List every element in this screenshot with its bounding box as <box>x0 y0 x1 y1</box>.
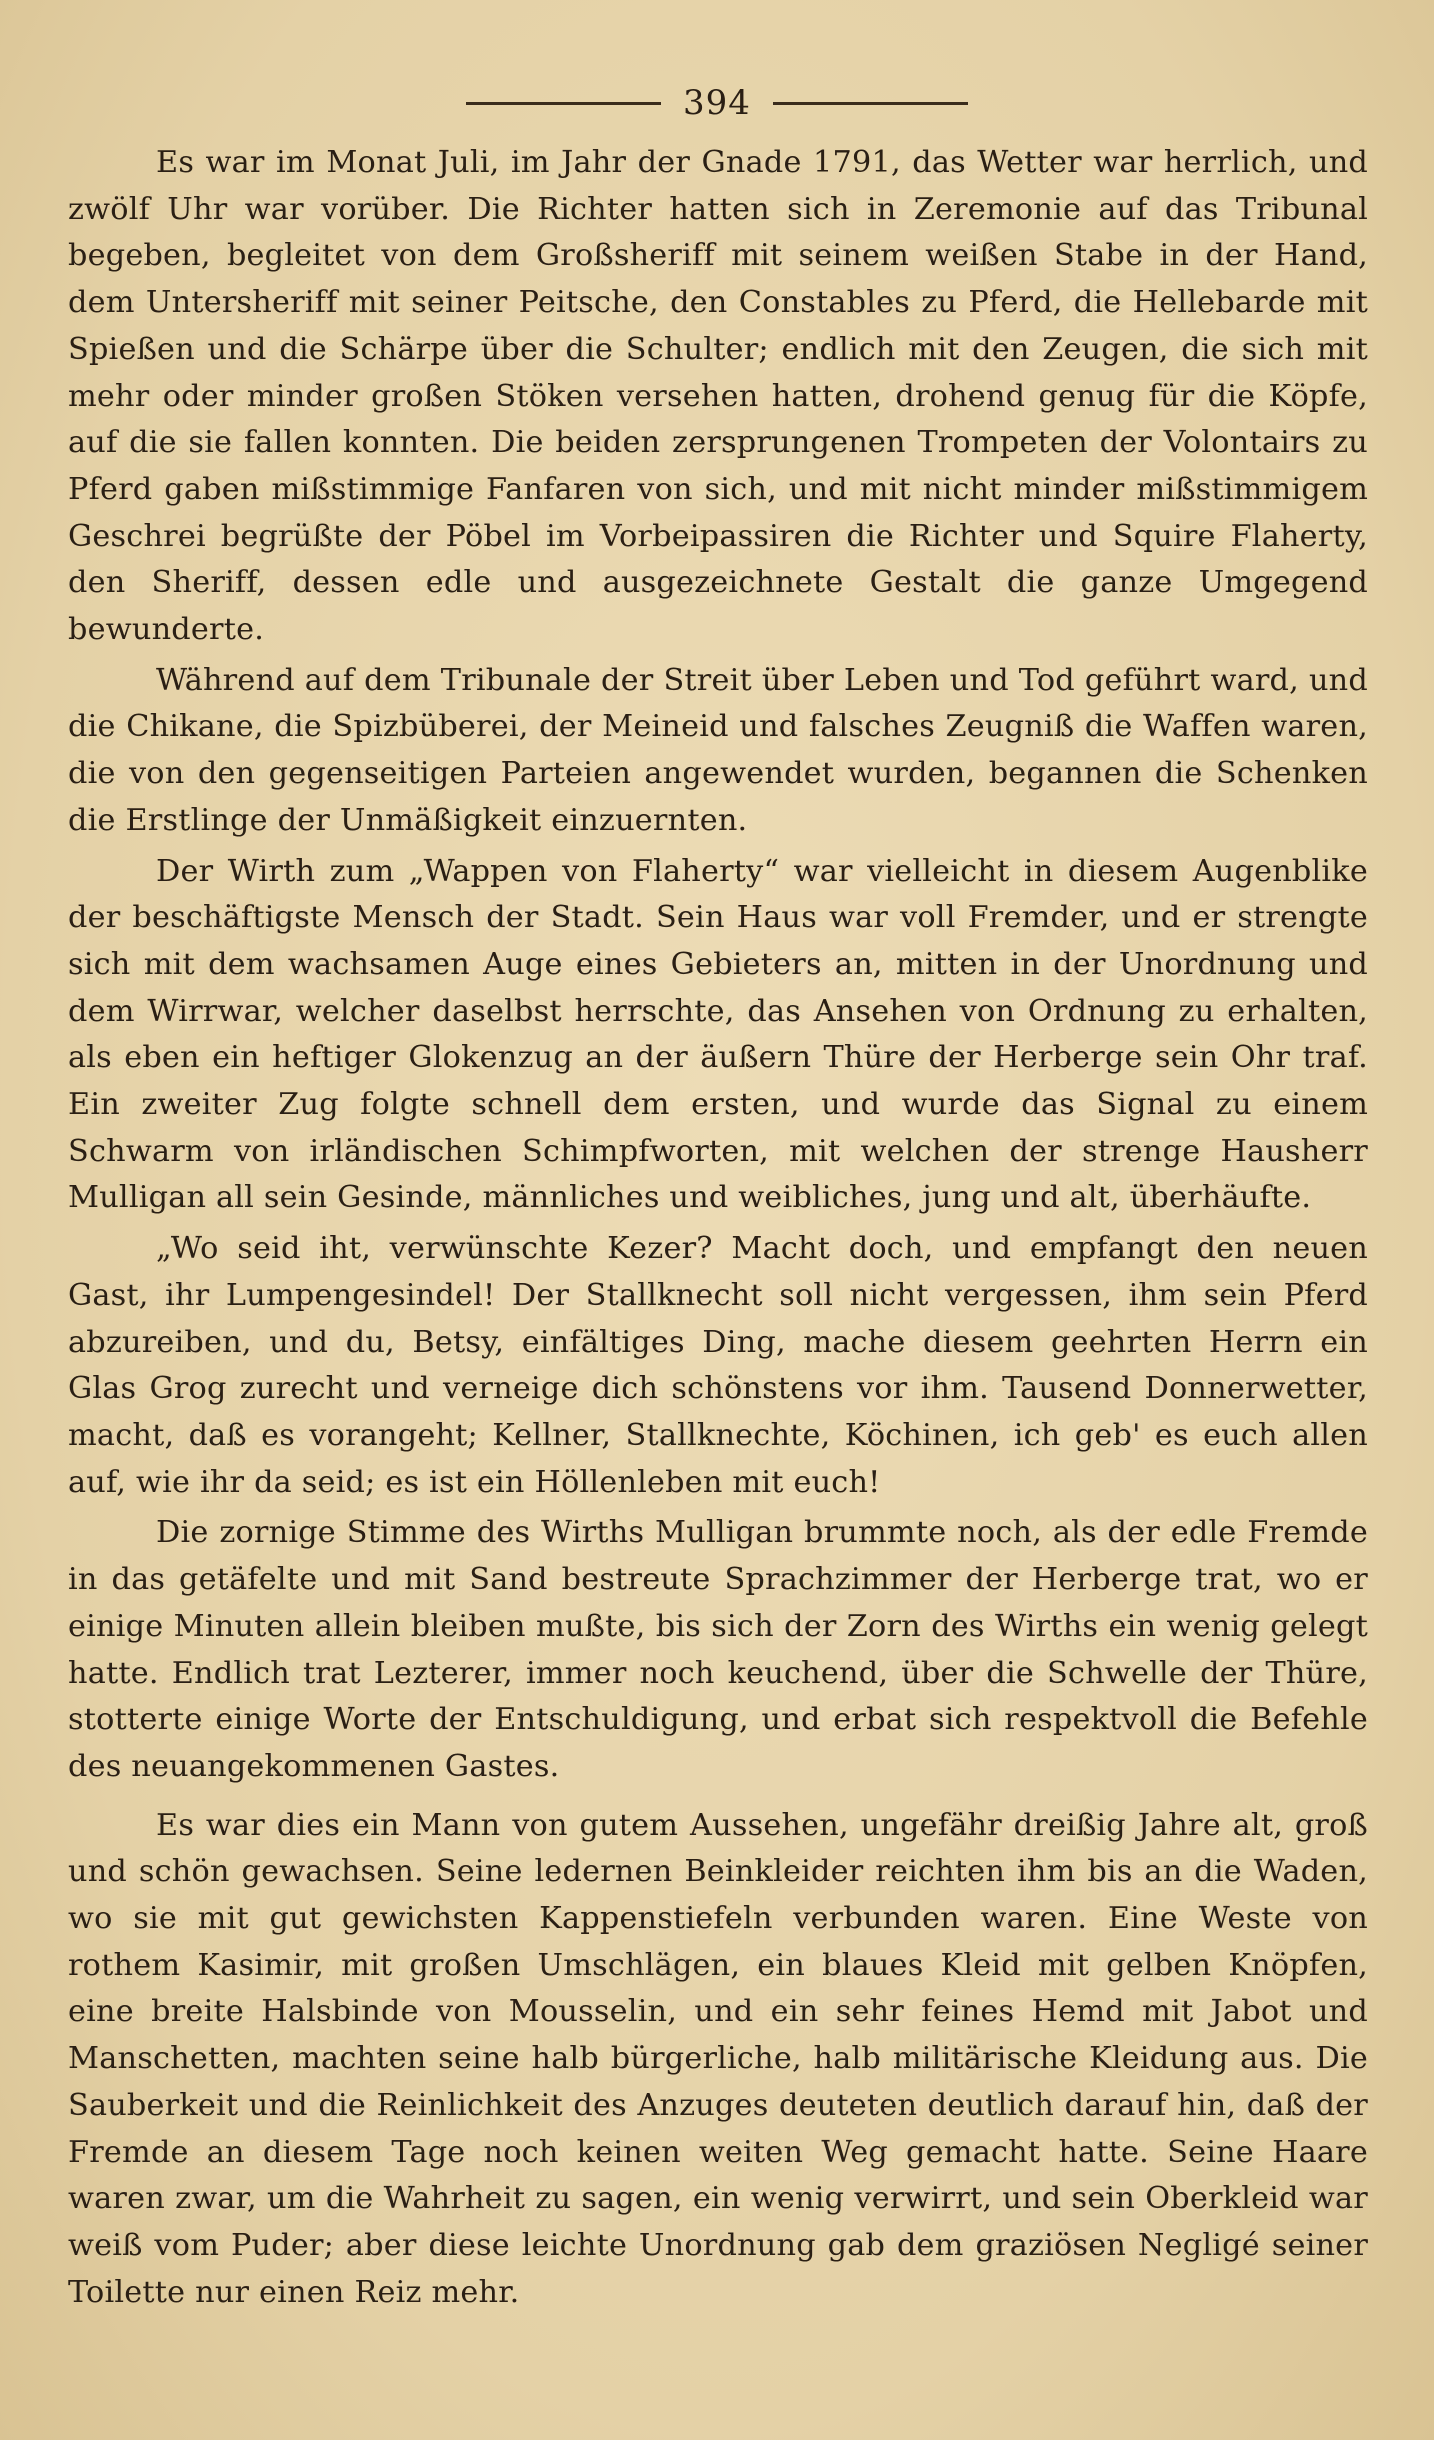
header-rule-right <box>773 102 968 105</box>
paragraph-5: Die zornige Stimme des Wirths Mulligan brummte noch, als der edle Fremde in das getäfelte und mit Sand bestreute Sprachzimmer der Herberge trat, wo er einige Minuten allein bleiben mußte, bis sich der Zorn des Wirths ein wenig gelegt hatte. Endlich trat Lezterer, immer noch keuchend, über die Schwelle der Thüre, stotterte einige Worte der Entschuldigung, und erbat sich respektvoll die Befehle des neuangekommenen Gastes. <box>68 1515 1368 1784</box>
paragraph-2: Während auf dem Tribunale der Streit über Leben und Tod geführt ward, und die Chikane, die Spizbüberei, der Meineid und falsches Zeugniß die Waffen waren, die von den gegenseitigen Parteien angewendet wurden, begannen die Schenken die Erstlinge der Unmäßigkeit einzuernten. <box>68 662 1368 838</box>
paragraph-1: Es war im Monat Juli, im Jahr der Gnade 1791, das Wetter war herrlich, und zwölf Uhr war vorüber. Die Richter hatten sich in Zeremonie auf das Tribunal begeben, begleitet von dem Großsheriff mit seinem weißen Stabe in der Hand, dem Untersheriff mit seiner Peitsche, den Constables zu Pferd, die Hellebarde mit Spießen und die Schärpe über die Schulter; endlich mit den Zeugen, die sich mit mehr oder minder großen Stöken versehen hatten, drohend genug für die Köpfe, auf die sie fallen konnten. Die beiden zersprungenen Trompeten der Volontairs zu Pferd gaben mißstimmige Fanfaren von sich, und mit nicht minder mißstimmigem Geschrei begrüßte der Pöbel im Vorbeipassiren die Richter und Squire Flaherty, den Sheriff, dessen edle und ausgezeichnete Gestalt die ganze Umgegend bewunderte. <box>68 145 1368 648</box>
paragraph-4: „Wo seid iht, verwünschte Kezer? Macht doch, und empfangt den neuen Gast, ihr Lumpengesindel! Der Stallknecht soll nicht vergessen, ihm sein Pferd abzureiben, und du, Betsy, einfältiges Ding, mache diesem geehrten Herrn ein Glas Grog zurecht und verneige dich schönstens vor ihm. Tausend Donnerwetter, macht, daß es vorangeht; Kellner, Stallknechte, Köchinen, ich geb' es euch allen auf, wie ihr da seid; es ist ein Höllenleben mit euch! <box>68 1231 1368 1500</box>
body-text <box>68 140 1368 2316</box>
page-header <box>0 78 1434 128</box>
paragraph-3: Der Wirth zum „Wappen von Flaherty“ war vielleicht in diesem Augenblike der beschäftigste Mensch der Stadt. Sein Haus war voll Fremder, und er strengte sich mit dem wachsamen Auge eines Gebieters an, mitten in der Unordnung und dem Wirrwar, welcher daselbst herrschte, das Ansehen von Ordnung zu erhalten, als eben ein heftiger Glokenzug an der äußern Thüre der Herberge sein Ohr traf. Ein zweiter Zug folgte schnell dem ersten, und wurde das Signal zu einem Schwarm von irländischen Schimpfworten, mit welchen der strenge Hausherr Mulligan all sein Gesinde, männliches und weibliches, jung und alt, überhäufte. <box>68 853 1368 1216</box>
paragraph-6: Es war dies ein Mann von gutem Aussehen, ungefähr dreißig Jahre alt, groß und schön gewachsen. Seine ledernen Beinkleider reichten ihm bis an die Waden, wo sie mit gut gewichsten Kappenstiefeln verbunden waren. Eine Weste von rothem Kasimir, mit großen Umschlägen, ein blaues Kleid mit gelben Knöpfen, eine breite Halsbinde von Mousselin, und ein sehr feines Hemd mit Jabot und Manschetten, machten seine halb bürgerliche, halb militärische Kleidung aus. Die Sauberkeit und die Reinlichkeit des Anzuges deuteten deutlich darauf hin, daß der Fremde an diesem Tage noch keinen weiten Weg gemacht hatte. Seine Haare waren zwar, um die Wahrheit zu sagen, ein wenig verwirrt, und sein Oberkleid war weiß vom Puder; aber diese leichte Unordnung gab dem graziösen Negligé seiner Toilette nur einen Reiz mehr. <box>68 1807 1368 2310</box>
page-number: 394 <box>683 83 751 123</box>
header-rule-left <box>466 102 661 105</box>
